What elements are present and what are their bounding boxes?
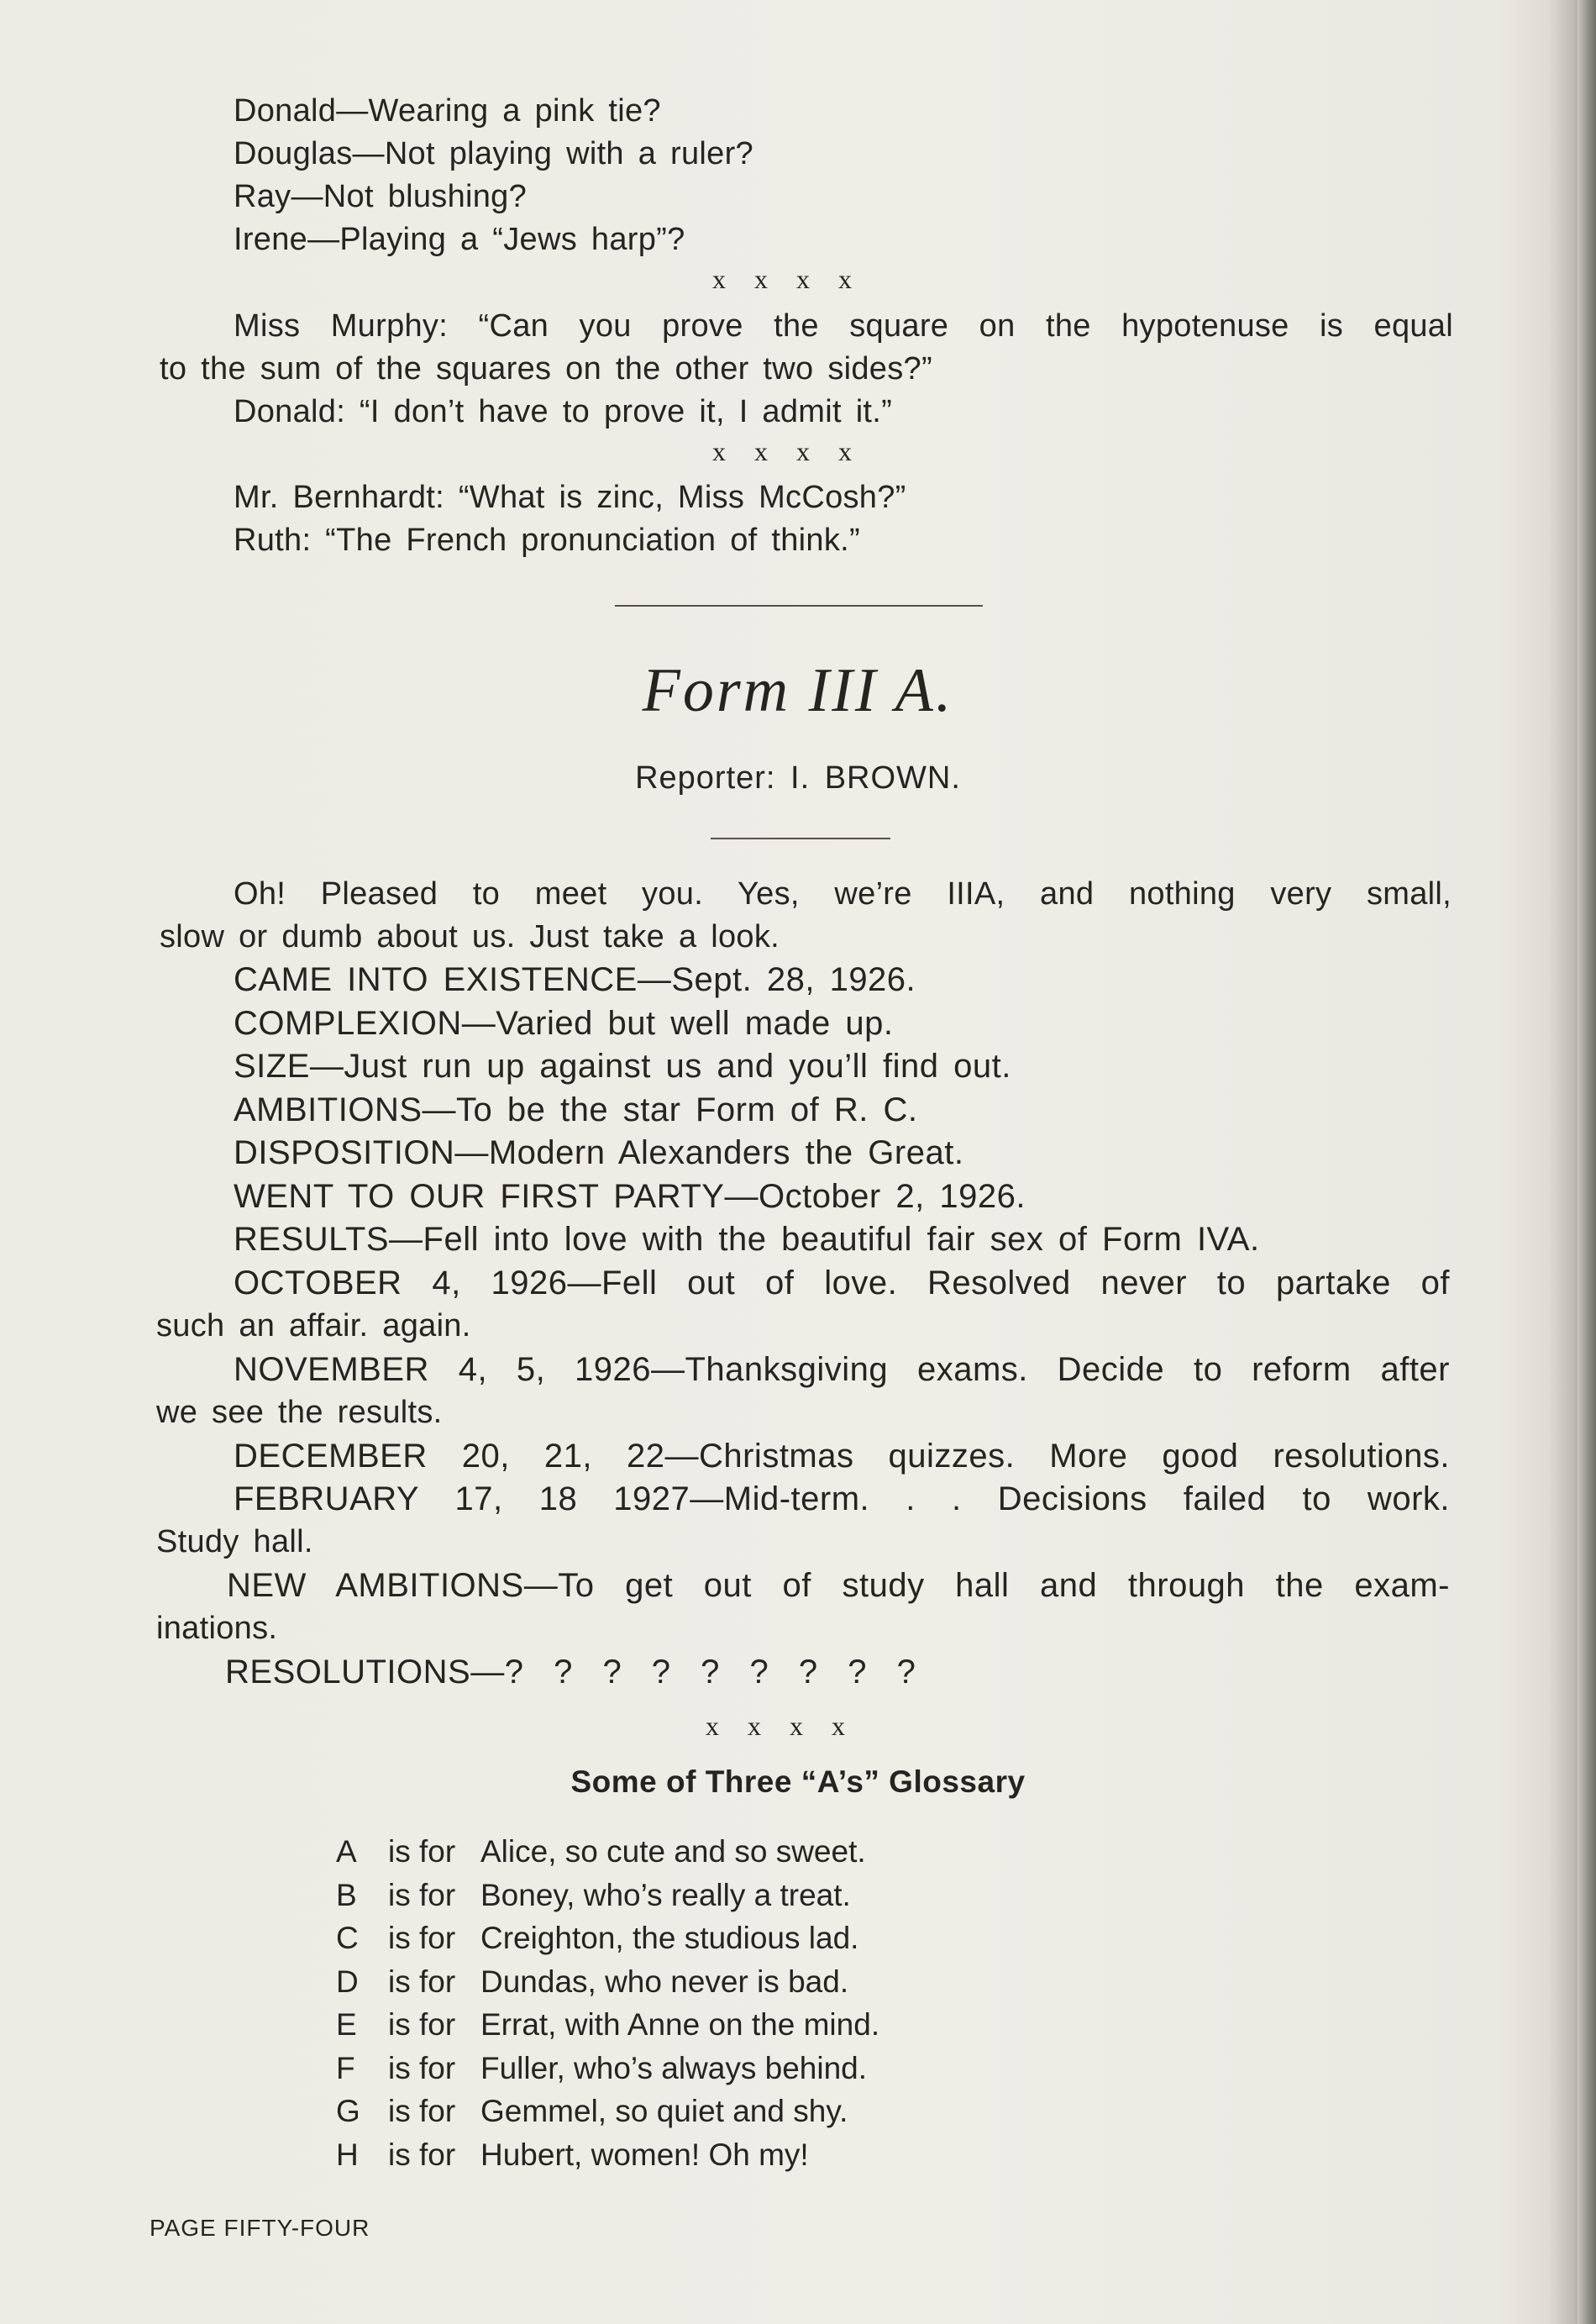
glossary-letter: A bbox=[336, 1834, 357, 1869]
glossary-row-b bbox=[336, 1874, 851, 1917]
entry-november-line-1: NOVEMBER 4, 5, 1926—Thanksgiving exams. Decide to reform after bbox=[234, 1351, 1450, 1388]
glossary-letter: D bbox=[336, 1964, 359, 1999]
glossary-letter: E bbox=[336, 2007, 357, 2042]
glossary-is-for: is for bbox=[388, 2094, 456, 2128]
entry-november-line-2: we see the results. bbox=[156, 1395, 443, 1430]
entry-first-party: WENT TO OUR FIRST PARTY—October 2, 1926. bbox=[234, 1178, 1026, 1215]
glossary-is-for: is for bbox=[388, 1964, 456, 1999]
separator-mark-2: x x x x bbox=[712, 436, 852, 466]
glossary-row-e bbox=[336, 2003, 879, 2047]
entry-new-ambitions-line-2: inations. bbox=[156, 1611, 278, 1646]
glossary-row-g bbox=[336, 2090, 848, 2133]
page-footer: PAGE FIFTY-FOUR bbox=[150, 2215, 370, 2241]
glossary-text: Errat, with Anne on the mind. bbox=[480, 2007, 880, 2042]
entry-february-line-2: Study hall. bbox=[156, 1524, 313, 1559]
section-divider bbox=[615, 605, 983, 607]
entry-complexion: COMPLEXION—Varied but well made up. bbox=[234, 1005, 894, 1042]
glossary-text: Gemmel, so quiet and shy. bbox=[480, 2094, 848, 2128]
glossary-letter: H bbox=[336, 2137, 359, 2172]
joke-line-irene: Irene—Playing a “Jews harp”? bbox=[234, 222, 685, 257]
glossary-text: Fuller, who’s always behind. bbox=[480, 2051, 868, 2085]
entry-february-line-1: FEBRUARY 17, 18 1927—Mid-term. . . Decisions failed to work. bbox=[234, 1480, 1450, 1517]
joke-line-douglas: Douglas—Not playing with a ruler? bbox=[234, 136, 753, 171]
glossary-is-for: is for bbox=[388, 1834, 456, 1869]
entry-disposition: DISPOSITION—Modern Alexanders the Great. bbox=[234, 1134, 964, 1171]
glossary-letter: G bbox=[336, 2094, 360, 2128]
section-title: Form III A. bbox=[642, 656, 954, 725]
entry-came-into-existence: CAME INTO EXISTENCE—Sept. 28, 1926. bbox=[234, 961, 916, 998]
glossary-is-for: is for bbox=[388, 1921, 456, 1955]
joke-murphy-line-1: Miss Murphy: “Can you prove the square on the hypotenuse is equal bbox=[234, 308, 1453, 344]
glossary-letter: C bbox=[336, 1921, 359, 1955]
joke-bernhardt: Mr. Bernhardt: “What is zinc, Miss McCosh?” bbox=[234, 480, 906, 515]
glossary-text: Dundas, who never is bad. bbox=[480, 1964, 849, 1999]
separator-mark-3: x x x x bbox=[706, 1711, 845, 1741]
glossary-text: Boney, who’s really a treat. bbox=[480, 1878, 851, 1912]
entry-resolutions: RESOLUTIONS—? ? ? ? ? ? ? ? ? bbox=[225, 1654, 916, 1690]
glossary-row-d bbox=[336, 1960, 848, 2004]
glossary-is-for: is for bbox=[388, 2137, 456, 2172]
glossary-is-for: is for bbox=[388, 2007, 456, 2042]
joke-murphy-line-2: to the sum of the squares on the other two sides?” bbox=[160, 351, 932, 386]
joke-line-ray: Ray—Not blushing? bbox=[234, 179, 528, 214]
glossary-text: Hubert, women! Oh my! bbox=[480, 2137, 809, 2172]
joke-donald-answer: Donald: “I don’t have to prove it, I admit it.” bbox=[234, 394, 893, 429]
book-spine-shadow bbox=[1578, 0, 1596, 2324]
entry-ambitions: AMBITIONS—To be the star Form of R. C. bbox=[234, 1091, 918, 1128]
entry-new-ambitions-line-1: NEW AMBITIONS—To get out of study hall and through the exam- bbox=[227, 1567, 1450, 1604]
entry-october-line-1: OCTOBER 4, 1926—Fell out of love. Resolved never to partake of bbox=[234, 1265, 1450, 1301]
entry-size: SIZE—Just run up against us and you’ll find out. bbox=[234, 1048, 1011, 1085]
separator-mark-1: x x x x bbox=[712, 264, 852, 294]
glossary-row-a bbox=[336, 1830, 866, 1874]
glossary-text: Alice, so cute and so sweet. bbox=[480, 1834, 866, 1869]
glossary-letter: B bbox=[336, 1878, 357, 1912]
reporter-divider bbox=[711, 838, 890, 839]
glossary-text: Creighton, the studious lad. bbox=[480, 1921, 859, 1955]
entry-december: DECEMBER 20, 21, 22—Christmas quizzes. More good resolutions. bbox=[234, 1438, 1450, 1475]
entry-october-line-2: such an affair. again. bbox=[156, 1308, 471, 1343]
glossary-is-for: is for bbox=[388, 1878, 456, 1912]
intro-line-2: slow or dumb about us. Just take a look. bbox=[160, 919, 780, 954]
joke-ruth: Ruth: “The French pronunciation of think.” bbox=[234, 523, 860, 558]
glossary-row-f bbox=[336, 2047, 867, 2090]
entry-results: RESULTS—Fell into love with the beautiful fair sex of Form IVA. bbox=[234, 1221, 1260, 1258]
reporter-line: Reporter: I. BROWN. bbox=[635, 760, 961, 796]
glossary-letter: F bbox=[336, 2051, 355, 2085]
glossary-is-for: is for bbox=[388, 2051, 456, 2085]
glossary-row-h bbox=[336, 2133, 809, 2177]
glossary-title: Some of Three “A’s” Glossary bbox=[570, 1764, 1026, 1799]
glossary-row-c bbox=[336, 1917, 858, 1960]
intro-line-1: Oh! Pleased to meet you. Yes, we’re IIIA, and nothing very small, bbox=[234, 876, 1452, 912]
joke-line-donald-tie: Donald—Wearing a pink tie? bbox=[234, 93, 661, 129]
